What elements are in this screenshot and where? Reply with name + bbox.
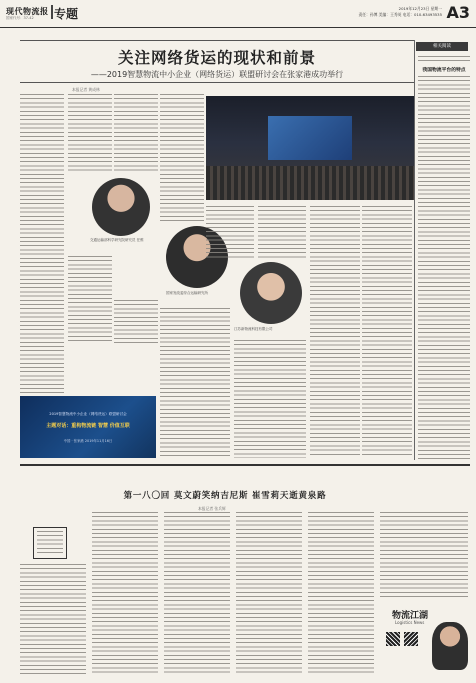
screen-text-2: 主题对话：重构物流链 智慧 价值互联 <box>46 423 130 429</box>
qr-code <box>404 632 418 646</box>
issue-editors: 责任：孙博 美编：王秀英 电话：010-63493535 <box>358 12 442 17</box>
screen-text-3: 中国 · 张家港 2019年11月16日 <box>63 439 113 443</box>
issue-date: 2019年12月23日 星期一 <box>398 6 442 11</box>
recap-text <box>37 531 63 555</box>
sidebar-label: 相关阅读 <box>416 42 468 51</box>
paper-code: 国家代号：37-42 <box>6 16 34 20</box>
section-divider <box>51 5 53 19</box>
stage-screen <box>268 116 352 160</box>
article-column-7 <box>310 206 360 456</box>
sidebar-text <box>418 76 470 460</box>
conference-photo <box>206 96 414 200</box>
article-column-5 <box>206 206 254 260</box>
article-subhead: ——2019智慧物流中小企业（网络货运）联盟研讨会在张家港成功举行 <box>90 70 344 79</box>
section-rule <box>20 464 470 466</box>
brand-subtitle: Logistics News <box>395 620 425 625</box>
portrait-caption: 国家发改委综合运输研究所 <box>166 291 208 295</box>
article-column-3 <box>114 94 158 174</box>
serial-column-4 <box>236 512 302 676</box>
qr-code <box>386 632 400 646</box>
sidebar-divider <box>414 40 415 460</box>
portrait-caption: 交通运输部科学研究院研究员 任维 <box>90 238 144 242</box>
article-byline: 本报记者 黄成林 <box>72 87 100 92</box>
section-title: 专题 <box>54 7 79 21</box>
article-column-8 <box>362 206 412 456</box>
serial-byline: 本报记者 张兵辉 <box>198 506 226 511</box>
article-column-1 <box>20 94 64 394</box>
article-headline: 关注网络货运的现状和前景 <box>117 49 316 67</box>
serial-column-1 <box>20 564 86 676</box>
columnist-portrait <box>432 622 468 670</box>
speaker-portrait <box>240 262 302 324</box>
article-column-2 <box>68 94 112 174</box>
sidebar-intro <box>418 56 470 64</box>
page-number: A3 <box>446 3 470 22</box>
sidebar-title: 我国物流平台的特点 <box>422 68 466 73</box>
article-column-4b <box>160 308 230 458</box>
serial-column-5 <box>308 512 374 676</box>
top-rule <box>20 40 414 41</box>
paper-logo: 现代物流报 <box>6 7 49 16</box>
serial-title: 第一八〇回 莫文蔚笑纳吉尼斯 崔雪莉天逝黄泉路 <box>123 491 327 501</box>
serial-column-3 <box>164 512 230 676</box>
speaker-portrait <box>92 178 150 236</box>
article-column-2b <box>68 256 112 344</box>
serial-column-6 <box>380 512 468 600</box>
article-column-6 <box>258 206 306 260</box>
issue-meta <box>358 6 442 18</box>
article-column-4 <box>160 94 204 224</box>
article-column-3b <box>114 300 158 344</box>
event-screen-photo <box>20 396 156 458</box>
portrait-caption: 江苏新物流科技有限公司 <box>234 327 273 331</box>
recap-box <box>33 527 67 559</box>
brand-logo: 物流江湖 <box>392 611 429 621</box>
serial-column-2 <box>92 512 158 676</box>
audience <box>206 166 414 200</box>
article-column-9 <box>234 340 306 458</box>
headline-rule <box>20 82 414 83</box>
screen-text-1: 2019智慧物流中小企业（网络货运）联盟研讨会 <box>49 412 127 416</box>
